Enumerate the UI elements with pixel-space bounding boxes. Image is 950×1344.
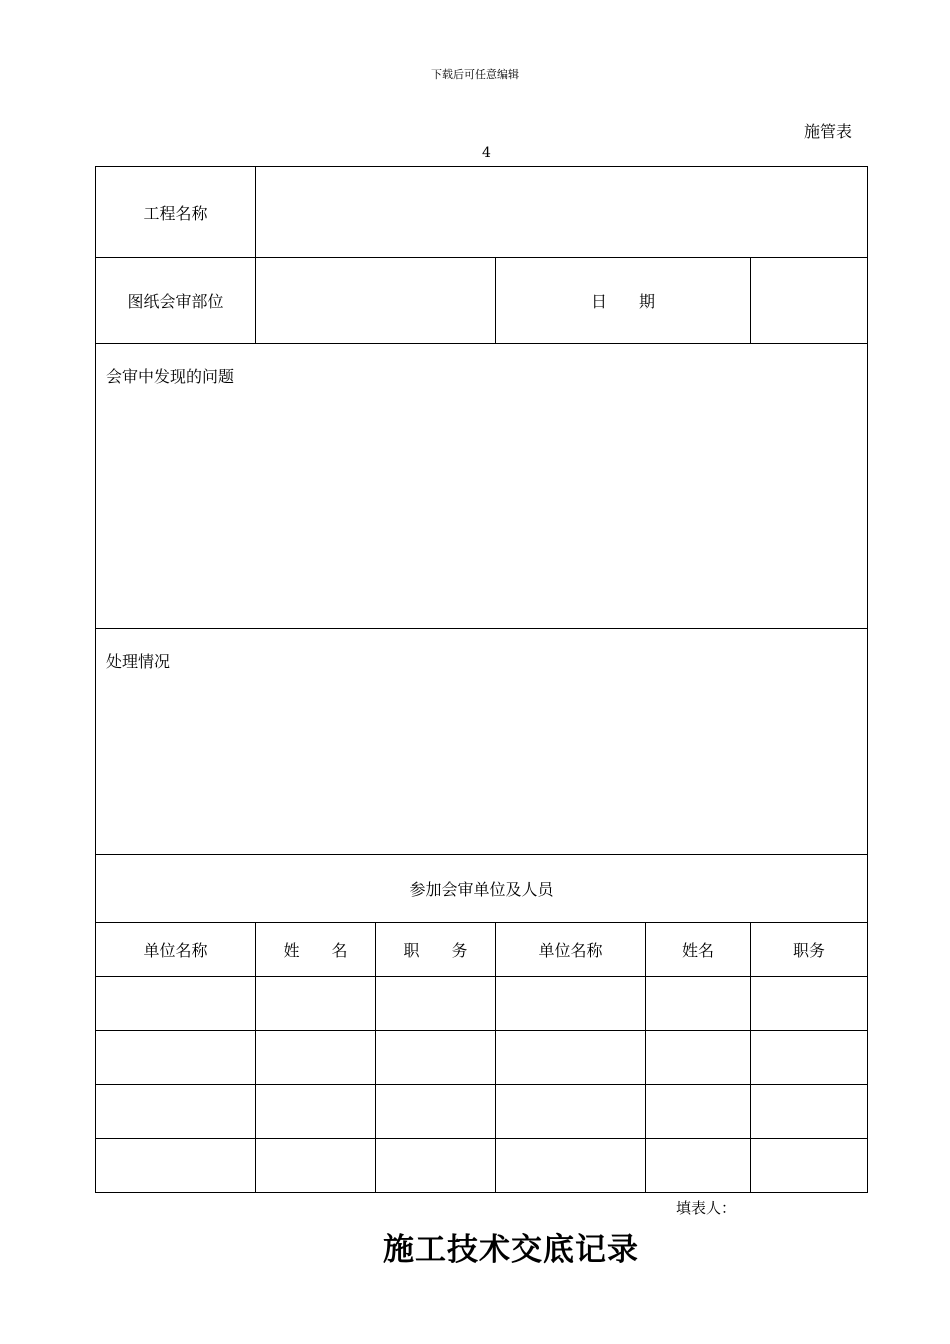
- table-cell[interactable]: [496, 1139, 645, 1192]
- table-cell[interactable]: [496, 1085, 645, 1138]
- date-field[interactable]: [751, 258, 867, 343]
- table-cell[interactable]: [496, 1031, 645, 1084]
- project-name-label: 工程名称: [143, 203, 208, 223]
- handling-label: 处理情况: [106, 652, 171, 671]
- table-cell[interactable]: [751, 1085, 867, 1138]
- table-cell[interactable]: [96, 1031, 255, 1084]
- table-cell[interactable]: [646, 1085, 750, 1138]
- table-cell[interactable]: [96, 1085, 255, 1138]
- table-cell[interactable]: [751, 1139, 867, 1192]
- column-header-name: 姓 名: [283, 941, 348, 960]
- table-cell[interactable]: [376, 977, 495, 1030]
- date-label: 日 期: [590, 292, 655, 311]
- table-cell[interactable]: [646, 1031, 750, 1084]
- column-header-position-2: 职务: [792, 941, 825, 960]
- review-part-label: 图纸会审部位: [127, 292, 224, 311]
- table-cell[interactable]: [256, 1139, 375, 1192]
- table-cell[interactable]: [96, 1139, 255, 1192]
- project-name-field[interactable]: [256, 167, 867, 257]
- issues-label: 会审中发现的问题: [106, 367, 235, 386]
- column-header-name-2: 姓名: [681, 941, 714, 960]
- participants-title: 参加会审单位及人员: [409, 880, 554, 899]
- issues-field[interactable]: [96, 344, 867, 628]
- table-cell[interactable]: [96, 977, 255, 1030]
- table-cell[interactable]: [646, 977, 750, 1030]
- table-cell[interactable]: [751, 1031, 867, 1084]
- table-cell[interactable]: [256, 1085, 375, 1138]
- review-form-table: [95, 166, 868, 1193]
- next-document-title: 施工技术交底记录: [383, 1232, 639, 1268]
- table-cell[interactable]: [376, 1031, 495, 1084]
- table-cell[interactable]: [376, 1139, 495, 1192]
- table-cell[interactable]: [376, 1085, 495, 1138]
- table-cell[interactable]: [496, 977, 645, 1030]
- table-cell[interactable]: [751, 977, 867, 1030]
- column-header-position: 职 务: [403, 941, 468, 960]
- review-part-field[interactable]: [256, 258, 495, 343]
- form-code: 施管表: [804, 122, 853, 141]
- table-cell[interactable]: [646, 1139, 750, 1192]
- table-cell[interactable]: [256, 1031, 375, 1084]
- download-note: 下载后可任意编辑: [431, 68, 519, 81]
- filler-label: 填表人：: [676, 1199, 737, 1217]
- table-cell[interactable]: [256, 977, 375, 1030]
- column-header-unit-name-2: 单位名称: [538, 941, 603, 960]
- handling-field[interactable]: [96, 629, 867, 854]
- form-number: 4: [482, 145, 491, 161]
- column-header-unit-name: 单位名称: [143, 941, 208, 960]
